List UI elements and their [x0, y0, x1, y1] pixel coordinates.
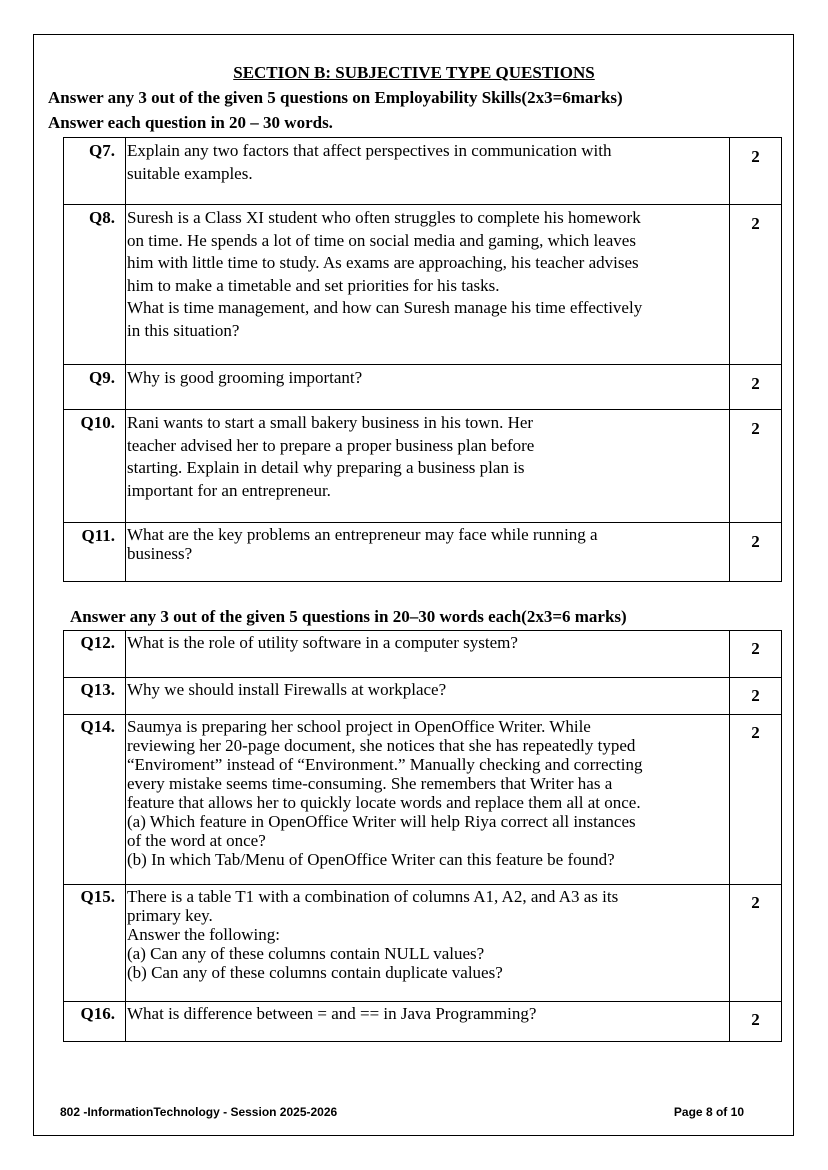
- question-marks: 2: [730, 205, 782, 365]
- question-text: There is a table T1 with a combination of columns A1, A2, and A3 as its primary key. Answer the following: (a) Can any of these columns contain NULL values? (b) Can any of these columns contain duplicate values?: [126, 885, 730, 1002]
- table-row: [64, 523, 782, 582]
- question-text: What is the role of utility software in a computer system?: [126, 631, 730, 678]
- question-marks: 2: [730, 715, 782, 885]
- question-table-employability: [63, 137, 782, 582]
- question-number: Q12.: [64, 631, 126, 678]
- table-row: [64, 1002, 782, 1042]
- question-text: What are the key problems an entrepreneur may face while running a business?: [126, 523, 730, 582]
- table-row: [64, 631, 782, 678]
- question-table-it: [63, 630, 782, 1042]
- table-row: [64, 885, 782, 1002]
- instruction-word-limit: Answer each question in 20 – 30 words.: [48, 113, 333, 132]
- question-number: Q15.: [64, 885, 126, 1002]
- footer-page-number: Page 8 of 10: [673, 1105, 744, 1119]
- question-text: Explain any two factors that affect perspectives in communication with suitable examples.: [126, 138, 730, 205]
- question-number: Q9.: [64, 365, 126, 410]
- question-number: Q10.: [64, 410, 126, 523]
- question-number: Q11.: [64, 523, 126, 582]
- question-marks: 2: [730, 631, 782, 678]
- table-row: [64, 205, 782, 365]
- question-marks: 2: [730, 138, 782, 205]
- table-row: [64, 138, 782, 205]
- question-marks: 2: [730, 365, 782, 410]
- question-text: What is difference between = and == in Java Programming?: [126, 1002, 730, 1042]
- question-marks: 2: [730, 1002, 782, 1042]
- question-number: Q16.: [64, 1002, 126, 1042]
- question-number: Q8.: [64, 205, 126, 365]
- question-text: Why is good grooming important?: [126, 365, 730, 410]
- question-text: Rani wants to start a small bakery business in his town. Her teacher advised her to prepare a proper business plan before starting. Explain in detail why preparing a business plan is important for an entrepreneur.: [126, 410, 730, 523]
- question-marks: 2: [730, 410, 782, 523]
- question-text: Suresh is a Class XI student who often struggles to complete his homework on time. He spends a lot of time on social media and gaming, which leaves him with little time to study. As exams are approaching, his teacher advises him to make a timetable and set priorities for his tasks. What is time management, and how can Suresh manage his time effectively in this situation?: [126, 205, 730, 365]
- instruction-employability: Answer any 3 out of the given 5 questions on Employability Skills(2x3=6marks): [48, 88, 623, 107]
- footer-subject: 802 -InformationTechnology - Session 2025-2026: [60, 1105, 338, 1119]
- question-marks: 2: [730, 678, 782, 715]
- question-marks: 2: [730, 885, 782, 1002]
- question-number: Q13.: [64, 678, 126, 715]
- question-number: Q14.: [64, 715, 126, 885]
- table-row: [64, 715, 782, 885]
- table-row: [64, 410, 782, 523]
- question-number: Q7.: [64, 138, 126, 205]
- question-marks: 2: [730, 523, 782, 582]
- table-row: [64, 678, 782, 715]
- question-text: Saumya is preparing her school project in OpenOffice Writer. While reviewing her 20-page document, she notices that she has repeatedly typed “Enviroment” instead of “Environment.” Manually checking and correcting every mistake seems time-consuming. She remembers that Writer has a feature that allows her to quickly locate words and replace them all at once. (a) Which feature in OpenOffice Writer will help Riya correct all instances of the word at once? (b) In which Tab/Menu of OpenOffice Writer can this feature be found?: [126, 715, 730, 885]
- instruction-it-questions: Answer any 3 out of the given 5 questions in 20–30 words each(2x3=6 marks): [70, 607, 627, 626]
- section-heading: SECTION B: SUBJECTIVE TYPE QUESTIONS: [233, 63, 595, 82]
- table-row: [64, 365, 782, 410]
- question-text: Why we should install Firewalls at workplace?: [126, 678, 730, 715]
